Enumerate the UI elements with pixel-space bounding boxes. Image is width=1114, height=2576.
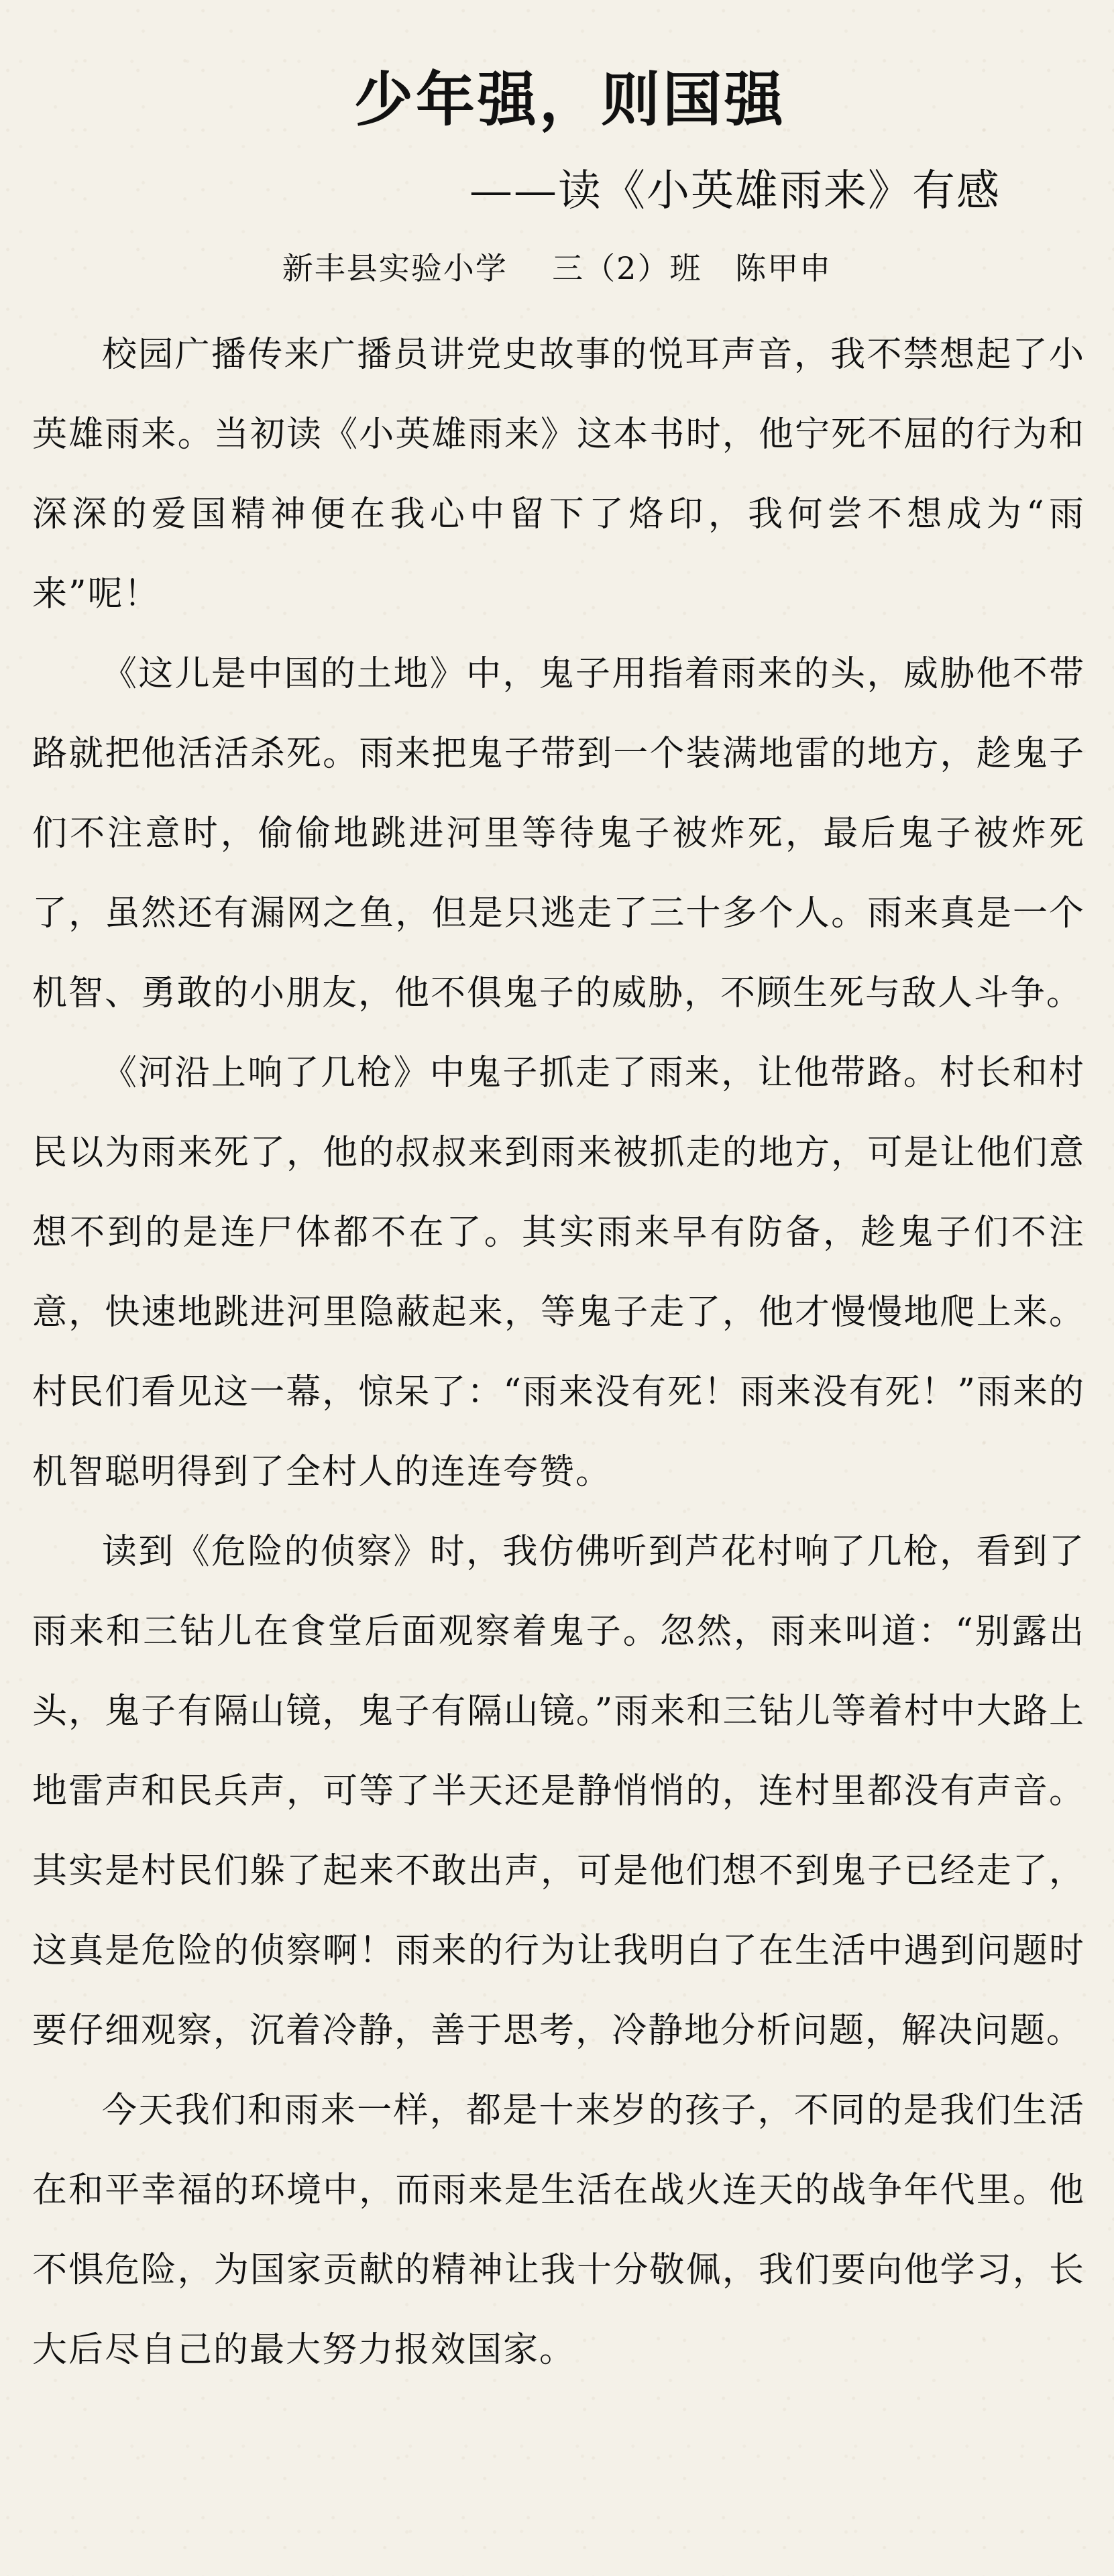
paragraph-5: 今天我们和雨来一样，都是十来岁的孩子，不同的是我们生活在和平幸福的环境中，而雨来是生活在战火连天的战争年代里。他不惧危险，为国家贡献的精神让我十分敬佩，我们要向他学习，长大后尽自己的最大努力报效国家。	[32, 2090, 1085, 2370]
essay-title: 少年强，则国强	[353, 64, 786, 134]
paragraph-3: 《河沿上响了几枪》中鬼子抓走了雨来，让他带路。村长和村民以为雨来死了，他的叔叔来到雨来被抓走的地方，可是让他们意想不到的是连尸体都不在了。其实雨来早有防备，趁鬼子们不注意，快速地跳进河里隐蔽起来，等鬼子走了，他才慢慢地爬上来。村民们看见这一幕，惊呆了：“雨来没有死！雨来没有死！”雨来的机智聪明得到了全村人的连连夸赞。	[32, 1053, 1085, 1492]
essay-body	[32, 315, 1085, 2390]
paragraph-2: 《这儿是中国的土地》中，鬼子用指着雨来的头，威胁他不带路就把他活活杀死。雨来把鬼子带到一个装满地雷的地方，趁鬼子们不注意时，偷偷地跳进河里等待鬼子被炸死，最后鬼子被炸死了，虽然还有漏网之鱼，但是只逃走了三十多个人。雨来真是一个机智、勇敢的小朋友，他不俱鬼子的威胁，不顾生死与敌人斗争。	[32, 654, 1085, 1013]
paragraph-4: 读到《危险的侦察》时，我仿佛听到芦花村响了几枪，看到了雨来和三钻儿在食堂后面观察着鬼子。忽然，雨来叫道：“别露出头，鬼子有隔山镜，鬼子有隔山镜。”雨来和三钻儿等着村中大路上地雷声和民兵声，可等了半天还是静悄悄的，连村里都没有声音。其实是村民们躲了起来不敢出声，可是他们想不到鬼子已经走了，这真是危险的侦察啊！雨来的行为让我明白了在生活中遇到问题时要仔细观察，沉着冷静，善于思考，冷静地分析问题，解决问题。	[32, 1532, 1085, 2051]
paragraph-1: 校园广播传来广播员讲党史故事的悦耳声音，我不禁想起了小英雄雨来。当初读《小英雄雨来》这本书时，他宁死不屈的行为和深深的爱国精神便在我心中留下了烙印，我何尝不想成为“雨来”呢！	[32, 335, 1085, 614]
essay-subtitle: ——读《小英雄雨来》有感	[469, 166, 1001, 216]
author-byline: 新丰县实验小学 三（2）班 陈甲申	[282, 250, 832, 286]
